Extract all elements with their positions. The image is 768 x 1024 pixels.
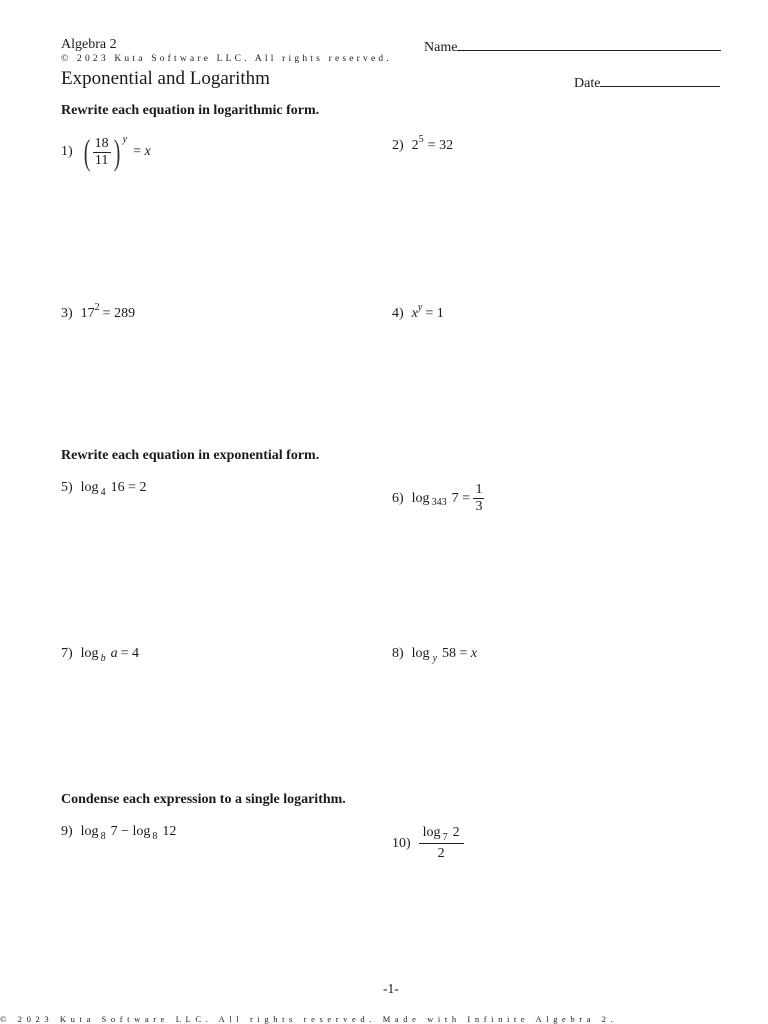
fraction [473, 482, 484, 515]
name-field[interactable] [424, 37, 721, 56]
equation-rest: 58 = [442, 646, 471, 661]
problem-number: 2) [392, 138, 404, 153]
exponent: y [122, 133, 128, 145]
worksheet-title: Exponential and Logarithm [61, 68, 270, 89]
base: x [411, 306, 418, 321]
problem-7 [61, 646, 139, 662]
problem-6 [392, 482, 484, 515]
problem-number: 6) [392, 490, 404, 506]
fraction [419, 825, 464, 862]
log-function: log [411, 646, 430, 661]
log-base: 7 [442, 832, 448, 843]
log-argument: 7 − [110, 824, 133, 839]
fraction-denominator: 3 [475, 499, 483, 514]
problem-5 [61, 480, 146, 496]
course-label: Algebra 2 [61, 37, 117, 52]
log-argument: 12 [162, 824, 177, 839]
problem-3 [61, 301, 136, 322]
log-argument: a [110, 646, 118, 661]
date-line[interactable] [600, 73, 720, 87]
problem-number: 9) [61, 824, 73, 839]
variable: x [144, 144, 151, 159]
problem-number: 7) [61, 646, 73, 661]
problem-number: 1) [61, 144, 73, 159]
fraction-numerator [419, 825, 464, 843]
exponent: y [417, 301, 423, 313]
problem-number: 8) [392, 646, 404, 661]
section-instruction: Rewrite each equation in logarithmic form. [61, 103, 320, 118]
fraction-denominator: 11 [94, 152, 109, 168]
log-function: log [80, 646, 99, 661]
name-line[interactable] [457, 37, 721, 51]
equation-rhs: = 289 [102, 306, 136, 321]
name-label: Name [424, 40, 458, 55]
problem-10 [392, 825, 464, 862]
date-field[interactable] [574, 73, 720, 92]
log-function: log [422, 825, 441, 840]
fraction-numerator: 18 [94, 135, 109, 151]
left-paren: ( [83, 132, 90, 172]
base: 2 [411, 138, 419, 153]
log-function: log [411, 490, 430, 506]
right-paren: ) [113, 132, 120, 172]
log-base: y [432, 652, 438, 664]
equation-rest: = 4 [120, 646, 139, 661]
fraction-denominator: 2 [437, 846, 445, 861]
problem-number: 5) [61, 480, 73, 495]
log-base: b [100, 652, 106, 664]
problem-number: 3) [61, 306, 73, 321]
log-function: log [80, 824, 99, 839]
fraction [93, 136, 111, 169]
page-number: -1- [383, 981, 399, 996]
equation-rhs: = 32 [427, 138, 454, 153]
problem-number: 10) [392, 835, 411, 851]
log-base: 8 [100, 830, 106, 842]
problem-1 [61, 134, 151, 170]
problem-4 [392, 301, 444, 322]
equation-rhs: = [133, 144, 145, 159]
log-function: log [80, 480, 99, 495]
date-label: Date [574, 76, 601, 91]
footer-copyright: © 2023 Kuta Software LLC. All rights reserved. Made with Infinite Algebra 2. [0, 1014, 618, 1024]
equation-rest: 7 = [451, 490, 474, 506]
problem-9 [61, 824, 176, 840]
log-base: 8 [152, 830, 158, 842]
exponent: 2 [94, 301, 100, 313]
header-copyright: © 2023 Kuta Software LLC. All rights reserved. [61, 54, 392, 64]
variable: x [470, 646, 478, 661]
log-function: log [132, 824, 151, 839]
equation-rest: 16 = 2 [110, 480, 147, 495]
exponent: 5 [418, 133, 424, 145]
log-base: 343 [431, 497, 447, 508]
log-argument: 2 [452, 825, 460, 840]
fraction-numerator: 1 [475, 482, 483, 497]
section-instruction: Rewrite each equation in exponential form. [61, 448, 320, 463]
base: 17 [80, 306, 95, 321]
problem-number: 4) [392, 306, 404, 321]
problem-8 [392, 646, 477, 662]
log-base: 4 [100, 486, 106, 498]
problem-2 [392, 133, 454, 154]
section-instruction: Condense each expression to a single logarithm. [61, 792, 346, 807]
equation-rhs: = 1 [425, 306, 444, 321]
